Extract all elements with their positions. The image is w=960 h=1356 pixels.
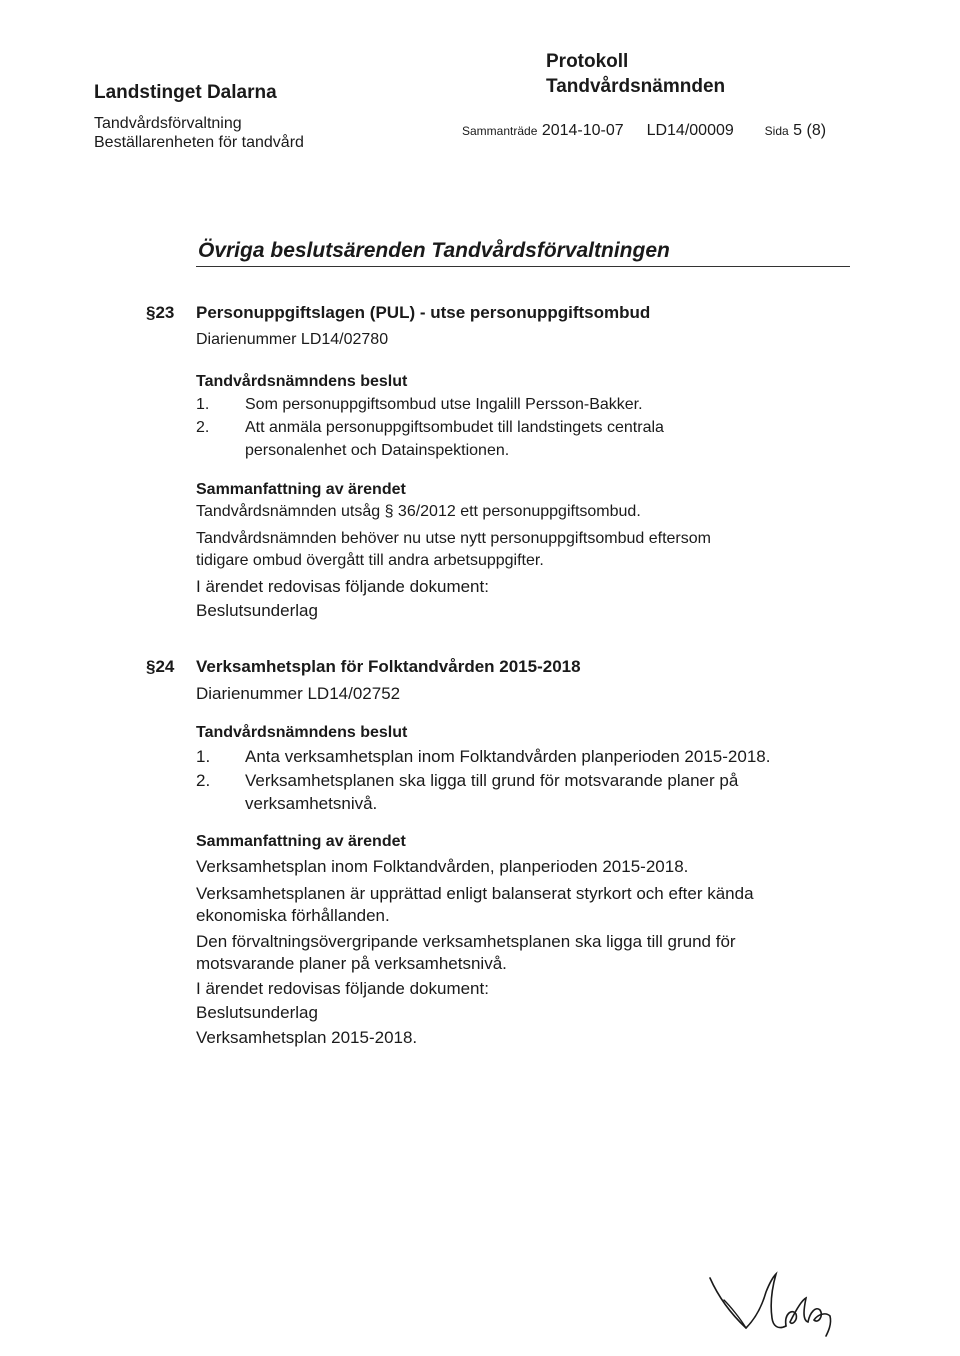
section-23-heading: Personuppgiftslagen (PUL) - utse personuppgiftsombud: [196, 303, 651, 322]
administration-name: Tandvårdsförvaltning: [94, 115, 242, 132]
section-23-summary-label: Sammanfattning av ärendet: [196, 481, 406, 498]
section-24-summary-label: Sammanfattning av ärendet: [196, 833, 406, 850]
decision-text: Att anmäla personuppgiftsombudet till landstingets centrala: [245, 419, 664, 436]
page-label: Sida: [764, 124, 789, 138]
section-24-number: §24: [146, 657, 175, 676]
section-23-diary-number: Diarienummer LD14/02780: [196, 331, 389, 348]
decision-text-continued: personalenhet och Datainspektionen.: [245, 442, 510, 459]
meeting-info: [462, 122, 826, 140]
decision-text: Anta verksamhetsplan inom Folktandvården planperioden 2015-2018.: [245, 747, 771, 766]
page-title: Övriga beslutsärenden Tandvårdsförvaltningen: [198, 239, 670, 262]
section-23-number: §23: [146, 303, 175, 322]
summary-line: Tandvårdsnämnden utsåg § 36/2012 ett personuppgiftsombud.: [196, 503, 641, 520]
department-name: Beställarenheten för tandvård: [94, 134, 304, 151]
summary-line: Beslutsunderlag: [196, 1003, 318, 1022]
signature-initials: [700, 1268, 850, 1338]
decision-number: 2.: [196, 419, 210, 436]
organization-name: Landstinget Dalarna: [94, 82, 277, 103]
summary-line: Tandvårdsnämnden behöver nu utse nytt personuppgiftsombud eftersom: [196, 530, 711, 547]
summary-line: I ärendet redovisas följande dokument:: [196, 979, 489, 998]
section-24-diary-number: Diarienummer LD14/02752: [196, 684, 401, 703]
title-underline: [196, 266, 850, 267]
decision-text-continued: verksamhetsnivå.: [245, 794, 378, 813]
meeting-label: Sammanträde: [462, 124, 538, 138]
summary-line: Verksamhetsplan inom Folktandvården, planperioden 2015-2018.: [196, 857, 689, 876]
case-number: LD14/00009: [646, 122, 734, 139]
summary-line: Verksamhetsplan 2015-2018.: [196, 1028, 418, 1047]
summary-line: Den förvaltningsövergripande verksamhetsplanen ska ligga till grund för: [196, 932, 736, 951]
document-type: Protokoll: [546, 51, 629, 72]
decision-text: Som personuppgiftsombud utse Ingalill Persson-Bakker.: [245, 396, 643, 413]
page-number: 5 (8): [793, 122, 827, 139]
section-24-decision-label: Tandvårdsnämndens beslut: [196, 724, 408, 741]
decision-number: 1.: [196, 747, 211, 766]
summary-line: I ärendet redovisas följande dokument:: [196, 577, 489, 596]
meeting-date: 2014-10-07: [541, 122, 624, 139]
summary-line: tidigare ombud övergått till andra arbetsuppgifter.: [196, 552, 544, 569]
summary-line: Verksamhetsplanen är upprättad enligt balanserat styrkort och efter kända: [196, 884, 754, 903]
board-name: Tandvårdsnämnden: [546, 76, 726, 97]
section-24-heading: Verksamhetsplan för Folktandvården 2015-2018: [196, 657, 581, 676]
summary-line: motsvarande planer på verksamhetsnivå.: [196, 954, 507, 973]
decision-text: Verksamhetsplanen ska ligga till grund för motsvarande planer på: [245, 771, 739, 790]
summary-line: ekonomiska förhållanden.: [196, 906, 390, 925]
decision-number: 2.: [196, 771, 211, 790]
summary-line: Beslutsunderlag: [196, 601, 318, 620]
decision-number: 1.: [196, 396, 210, 413]
section-23-decision-label: Tandvårdsnämndens beslut: [196, 373, 408, 390]
